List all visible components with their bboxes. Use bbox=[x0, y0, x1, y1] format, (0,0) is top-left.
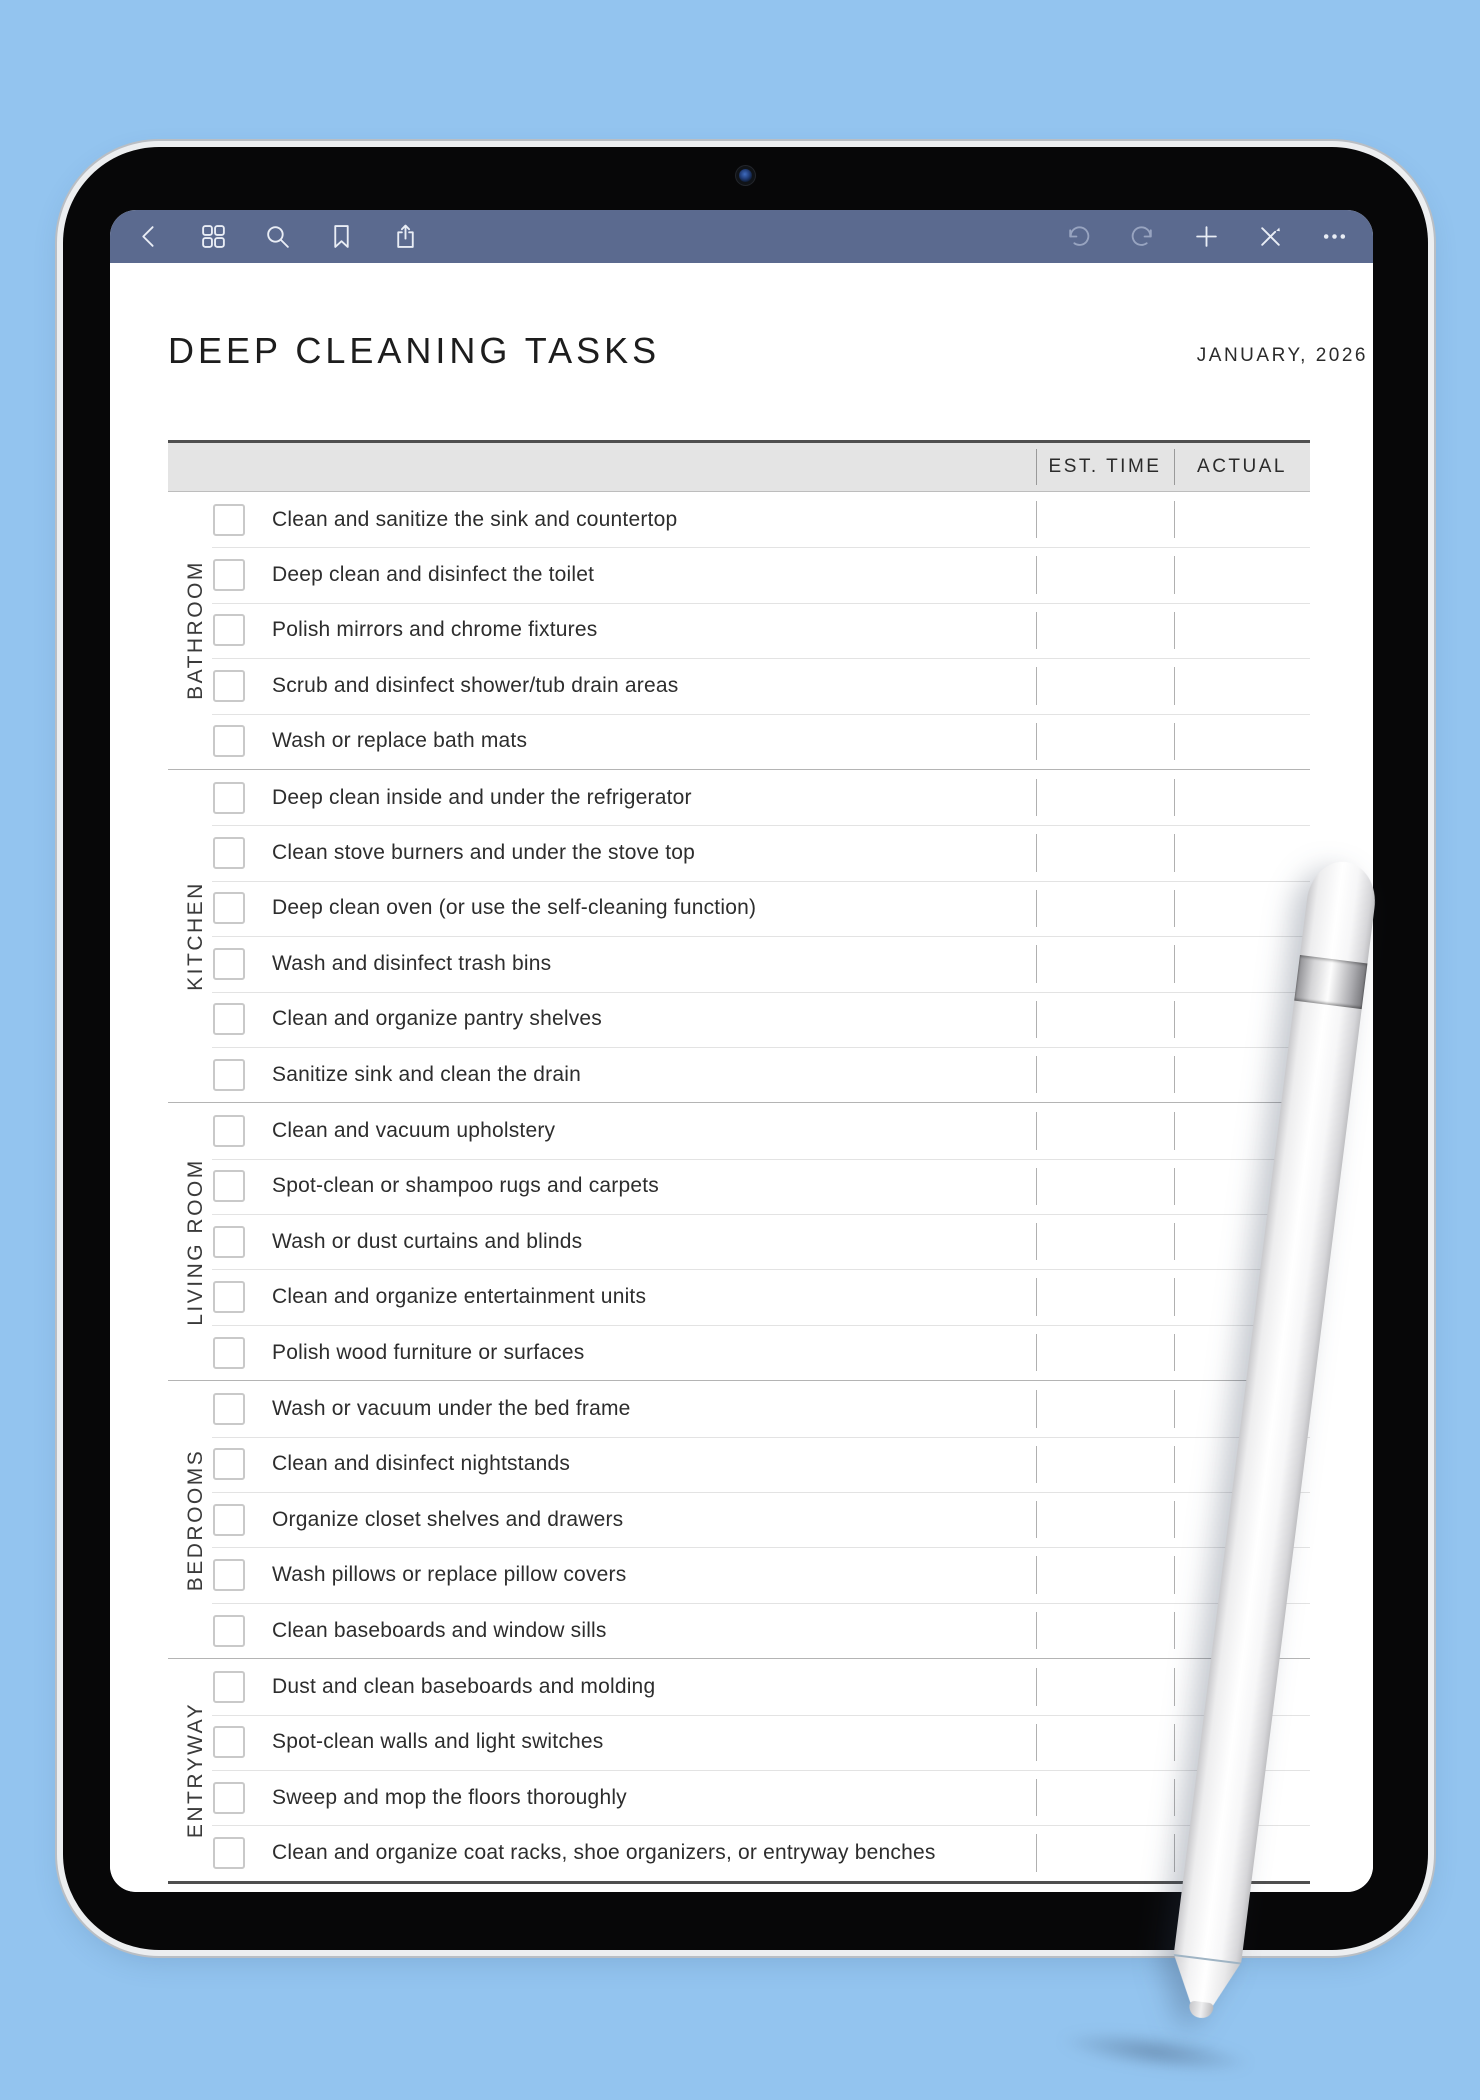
est-time-cell[interactable] bbox=[1036, 1724, 1175, 1761]
est-time-cell[interactable] bbox=[1036, 1112, 1175, 1149]
table-row bbox=[168, 992, 1310, 1047]
est-time-cell[interactable] bbox=[1036, 501, 1175, 538]
category-label: KITCHEN bbox=[184, 881, 207, 991]
table-row bbox=[168, 881, 1310, 936]
add-icon[interactable] bbox=[1191, 222, 1221, 252]
task-checkbox[interactable] bbox=[213, 1059, 245, 1091]
actual-cell[interactable] bbox=[1174, 667, 1311, 704]
back-icon[interactable] bbox=[134, 222, 164, 252]
table-header bbox=[168, 440, 1310, 492]
table-row bbox=[168, 1437, 1310, 1492]
task-label: Clean and organize entertainment units bbox=[272, 1285, 647, 1309]
task-label: Sanitize sink and clean the drain bbox=[272, 1062, 581, 1086]
task-label: Spot-clean or shampoo rugs and carpets bbox=[272, 1174, 659, 1198]
est-time-cell[interactable] bbox=[1036, 1834, 1175, 1871]
est-time-cell[interactable] bbox=[1036, 1334, 1175, 1371]
est-time-cell[interactable] bbox=[1036, 945, 1175, 982]
task-label: Scrub and disinfect shower/tub drain areas bbox=[272, 673, 679, 697]
task-checkbox[interactable] bbox=[213, 670, 245, 702]
task-checkbox[interactable] bbox=[213, 1003, 245, 1035]
task-label: Wash or dust curtains and blinds bbox=[272, 1229, 583, 1253]
est-time-cell[interactable] bbox=[1036, 1056, 1175, 1093]
page-date: JANUARY, 2026 bbox=[1196, 345, 1368, 367]
share-icon[interactable] bbox=[390, 222, 420, 252]
task-label: Clean and organize pantry shelves bbox=[272, 1007, 602, 1031]
task-label: Deep clean oven (or use the self-cleaning function) bbox=[272, 896, 757, 920]
task-label: Clean stove burners and under the stove top bbox=[272, 841, 696, 865]
task-label: Wash and disinfect trash bins bbox=[272, 951, 552, 975]
actual-cell[interactable] bbox=[1174, 779, 1311, 816]
grid-icon[interactable] bbox=[198, 222, 228, 252]
task-checkbox[interactable] bbox=[213, 1671, 245, 1703]
table-row bbox=[168, 492, 1310, 547]
est-time-cell[interactable] bbox=[1036, 556, 1175, 593]
task-label: Clean and vacuum upholstery bbox=[272, 1118, 556, 1142]
task-checkbox[interactable] bbox=[213, 725, 245, 757]
task-label: Organize closet shelves and drawers bbox=[272, 1507, 624, 1531]
tasks-table bbox=[168, 440, 1310, 1884]
table-row bbox=[168, 1159, 1310, 1214]
task-group bbox=[168, 1381, 1310, 1659]
est-time-cell[interactable] bbox=[1036, 1556, 1175, 1593]
task-checkbox[interactable] bbox=[213, 1393, 245, 1425]
est-time-cell[interactable] bbox=[1036, 612, 1175, 649]
task-checkbox[interactable] bbox=[213, 1782, 245, 1814]
task-checkbox[interactable] bbox=[213, 1615, 245, 1647]
task-label: Sweep and mop the floors thoroughly bbox=[272, 1785, 627, 1809]
est-time-cell[interactable] bbox=[1036, 667, 1175, 704]
task-checkbox[interactable] bbox=[213, 1837, 245, 1869]
task-label: Wash or replace bath mats bbox=[272, 729, 528, 753]
toolbar-left-group bbox=[134, 222, 420, 252]
task-label: Clean and organize coat racks, shoe organizers, or entryway benches bbox=[272, 1841, 936, 1865]
est-time-cell[interactable] bbox=[1036, 1779, 1175, 1816]
task-label: Wash or vacuum under the bed frame bbox=[272, 1396, 631, 1420]
table-body bbox=[168, 492, 1310, 1884]
table-row bbox=[168, 1325, 1310, 1380]
table-row bbox=[168, 1047, 1310, 1102]
actual-cell[interactable] bbox=[1174, 834, 1311, 871]
task-checkbox[interactable] bbox=[213, 1170, 245, 1202]
task-group bbox=[168, 1103, 1310, 1381]
est-time-cell[interactable] bbox=[1036, 1668, 1175, 1705]
task-checkbox[interactable] bbox=[213, 1726, 245, 1758]
task-checkbox[interactable] bbox=[213, 1504, 245, 1536]
search-icon[interactable] bbox=[262, 222, 292, 252]
category-label: BEDROOMS bbox=[184, 1448, 207, 1591]
task-checkbox[interactable] bbox=[213, 1448, 245, 1480]
title-row bbox=[168, 325, 1368, 369]
task-label: Dust and clean baseboards and molding bbox=[272, 1674, 656, 1698]
redo-icon[interactable] bbox=[1127, 222, 1157, 252]
est-time-cell[interactable] bbox=[1036, 1168, 1175, 1205]
column-header-actual: ACTUAL bbox=[1174, 443, 1310, 491]
toolbar-right-group bbox=[1063, 222, 1349, 252]
table-row bbox=[168, 1547, 1310, 1602]
pencil-tip-cone bbox=[1168, 1954, 1241, 2008]
pencil-shadow bbox=[1057, 2024, 1254, 2080]
pencil-silver-ring bbox=[1294, 955, 1367, 1009]
table-row bbox=[168, 1381, 1310, 1436]
task-label: Deep clean and disinfect the toilet bbox=[272, 563, 595, 587]
table-row bbox=[168, 547, 1310, 602]
actual-cell[interactable] bbox=[1174, 556, 1311, 593]
task-group bbox=[168, 770, 1310, 1103]
est-time-cell[interactable] bbox=[1036, 834, 1175, 871]
task-checkbox[interactable] bbox=[213, 559, 245, 591]
screen bbox=[110, 210, 1373, 1892]
front-camera bbox=[739, 169, 752, 182]
task-checkbox[interactable] bbox=[213, 1115, 245, 1147]
est-time-cell[interactable] bbox=[1036, 1446, 1175, 1483]
task-label: Polish mirrors and chrome fixtures bbox=[272, 618, 598, 642]
category-label: LIVING ROOM bbox=[184, 1158, 207, 1326]
task-checkbox[interactable] bbox=[213, 892, 245, 924]
table-row bbox=[168, 770, 1310, 825]
category-label: BATHROOM bbox=[184, 560, 207, 701]
task-checkbox[interactable] bbox=[213, 1226, 245, 1258]
pencil-tip-nub bbox=[1188, 2000, 1214, 2019]
est-time-cell[interactable] bbox=[1036, 890, 1175, 927]
task-checkbox[interactable] bbox=[213, 837, 245, 869]
actual-cell[interactable] bbox=[1174, 612, 1311, 649]
actual-cell[interactable] bbox=[1174, 890, 1311, 927]
est-time-cell[interactable] bbox=[1036, 1278, 1175, 1315]
bookmark-icon[interactable] bbox=[326, 222, 356, 252]
category-label: ENTRYWAY bbox=[184, 1701, 207, 1839]
app-toolbar bbox=[110, 210, 1373, 263]
table-row bbox=[168, 1492, 1310, 1547]
table-row bbox=[168, 658, 1310, 713]
table-row bbox=[168, 1715, 1310, 1770]
task-checkbox[interactable] bbox=[213, 614, 245, 646]
task-checkbox[interactable] bbox=[213, 1281, 245, 1313]
actual-cell[interactable] bbox=[1174, 501, 1311, 538]
task-label: Deep clean inside and under the refrigerator bbox=[272, 785, 692, 809]
table-row bbox=[168, 936, 1310, 991]
undo-icon[interactable] bbox=[1063, 222, 1093, 252]
table-row bbox=[168, 1269, 1310, 1324]
page-title: DEEP CLEANING TASKS bbox=[168, 330, 661, 371]
table-row bbox=[168, 1659, 1310, 1714]
actual-cell[interactable] bbox=[1174, 723, 1311, 760]
task-label: Wash pillows or replace pillow covers bbox=[272, 1563, 627, 1587]
task-label: Spot-clean walls and light switches bbox=[272, 1730, 604, 1754]
est-time-cell[interactable] bbox=[1036, 1001, 1175, 1038]
task-group bbox=[168, 1659, 1310, 1881]
est-time-cell[interactable] bbox=[1036, 1501, 1175, 1538]
task-label: Polish wood furniture or surfaces bbox=[272, 1340, 585, 1364]
table-row bbox=[168, 1214, 1310, 1269]
more-icon[interactable] bbox=[1319, 222, 1349, 252]
task-checkbox[interactable] bbox=[213, 504, 245, 536]
est-time-cell[interactable] bbox=[1036, 1612, 1175, 1649]
table-row bbox=[168, 714, 1310, 769]
table-row bbox=[168, 603, 1310, 658]
actual-cell[interactable] bbox=[1174, 945, 1311, 982]
pencil-cross-icon[interactable] bbox=[1255, 222, 1285, 252]
table-row bbox=[168, 1770, 1310, 1825]
task-checkbox[interactable] bbox=[213, 1337, 245, 1369]
task-label: Clean and disinfect nightstands bbox=[272, 1452, 571, 1476]
task-checkbox[interactable] bbox=[213, 1559, 245, 1591]
task-label: Clean baseboards and window sills bbox=[272, 1618, 607, 1642]
table-row bbox=[168, 1103, 1310, 1158]
est-time-cell[interactable] bbox=[1036, 1223, 1175, 1260]
est-time-cell[interactable] bbox=[1036, 723, 1175, 760]
task-group bbox=[168, 492, 1310, 770]
table-row bbox=[168, 1603, 1310, 1658]
task-label: Clean and sanitize the sink and countertop bbox=[272, 507, 678, 531]
task-checkbox[interactable] bbox=[213, 782, 245, 814]
task-checkbox[interactable] bbox=[213, 948, 245, 980]
table-row bbox=[168, 825, 1310, 880]
est-time-cell[interactable] bbox=[1036, 1390, 1175, 1427]
table-row bbox=[168, 1825, 1310, 1880]
document-page bbox=[110, 263, 1373, 1892]
est-time-cell[interactable] bbox=[1036, 779, 1175, 816]
column-header-est-time: EST. TIME bbox=[1036, 443, 1174, 491]
